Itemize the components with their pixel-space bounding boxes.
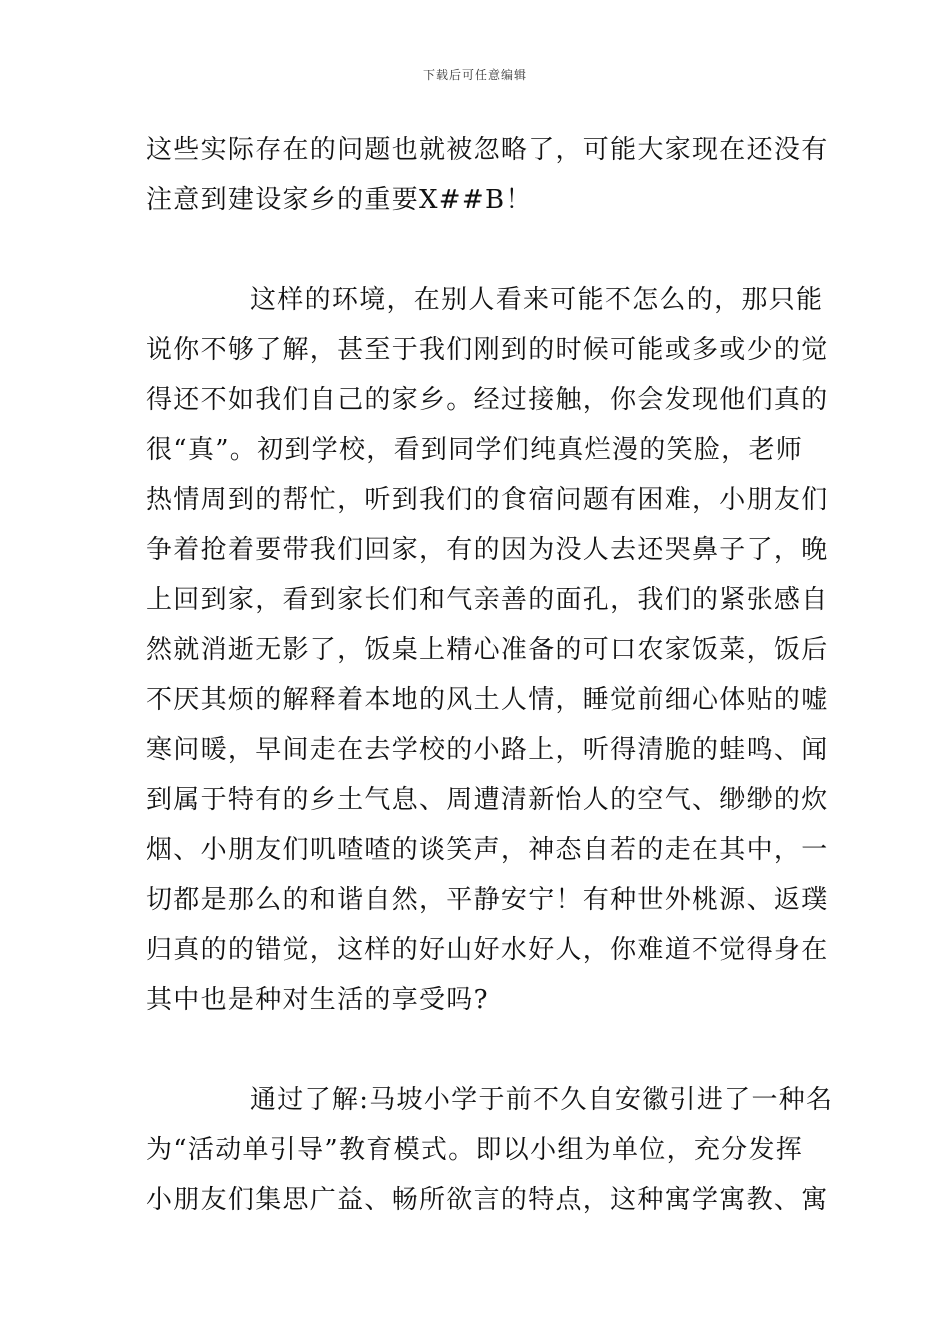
- text-line: 争着抢着要带我们回家，有的因为没人去还哭鼻子了，晚: [146, 535, 829, 565]
- text-line: 归真的的错觉，这样的好山好水好人，你难道不觉得身在: [146, 935, 829, 965]
- text-line: 其中也是种对生活的享受吗?: [146, 985, 489, 1015]
- text-line: 这样的环境，在别人看来可能不怎么的，那只能: [250, 285, 824, 315]
- text-line: 热情周到的帮忙，听到我们的食宿问题有困难，小朋友们: [146, 485, 829, 515]
- text-line: 切都是那么的和谐自然，平静安宁！有种世外桃源、返璞: [146, 885, 829, 915]
- text-line: 小朋友们集思广益、畅所欲言的特点，这种寓学寓教、寓: [146, 1185, 829, 1215]
- text-line: 到属于特有的乡土气息、周遭清新怡人的空气、缈缈的炊: [146, 785, 829, 815]
- text-line: 寒问暖，早间走在去学校的小路上，听得清脆的蛙鸣、闻: [146, 735, 829, 765]
- text-line: 说你不够了解，甚至于我们刚到的时候可能或多或少的觉: [146, 335, 829, 365]
- text-line: 然就消逝无影了，饭桌上精心准备的可口农家饭菜，饭后: [146, 635, 829, 665]
- text-line: 很“真”。初到学校，看到同学们纯真烂漫的笑脸，老师: [146, 435, 804, 465]
- text-line: 上回到家，看到家长们和气亲善的面孔，我们的紧张感自: [146, 585, 829, 615]
- text-line: 为“活动单引导”教育模式。即以小组为单位，充分发挥: [146, 1135, 804, 1165]
- text-line: 烟、小朋友们叽喳喳的谈笑声，神态自若的走在其中，一: [146, 835, 829, 865]
- text-line: 这些实际存在的问题也就被忽略了，可能大家现在还没有: [146, 135, 829, 165]
- text-line: 得还不如我们自己的家乡。经过接触，你会发现他们真的: [146, 385, 829, 415]
- text-line: 不厌其烦的解释着本地的风土人情，睡觉前细心体贴的嘘: [146, 685, 829, 715]
- page-header: 下载后可任意编辑: [422, 68, 527, 82]
- text-line: 通过了解:马坡小学于前不久自安徽引进了一种名: [250, 1085, 834, 1115]
- text-line: 注意到建设家乡的重要X##B！: [146, 185, 533, 215]
